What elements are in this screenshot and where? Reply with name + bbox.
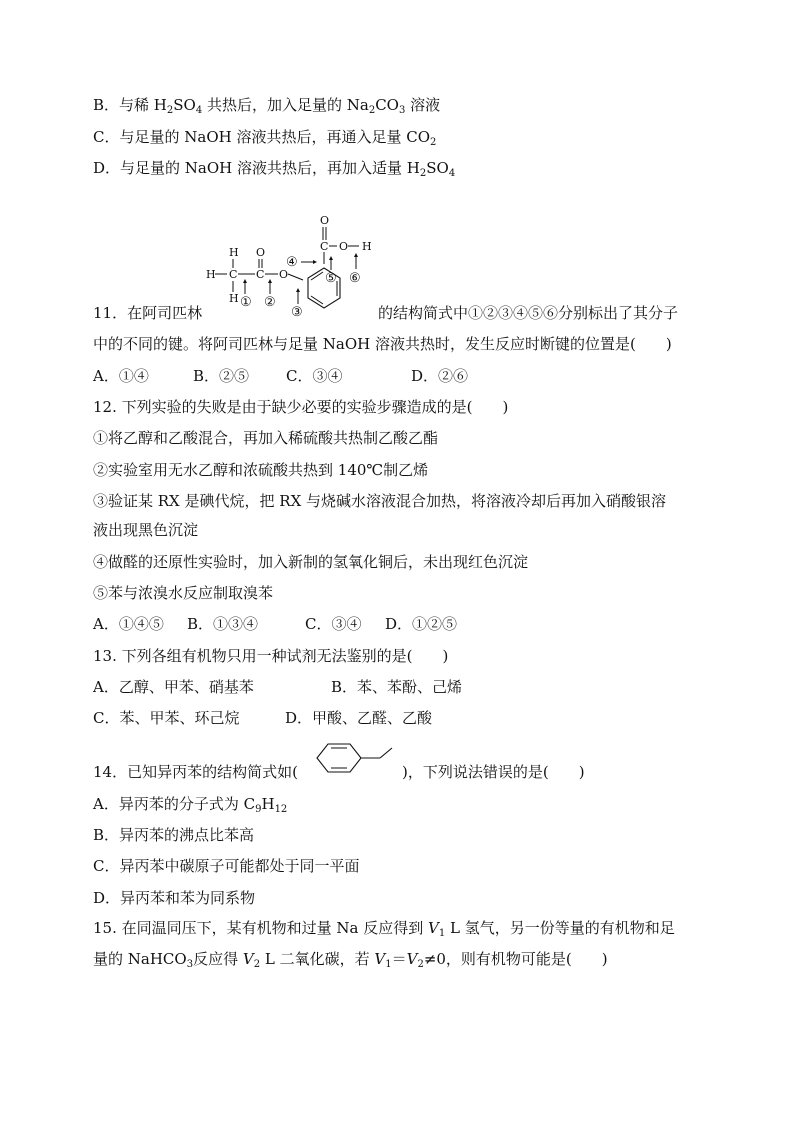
svg-text:⑤: ⑤ (325, 271, 337, 286)
q13-options-row2 (93, 708, 432, 728)
svg-text:O: O (320, 214, 330, 227)
q11-options (93, 366, 468, 386)
svg-text:H: H (362, 240, 372, 253)
q12-item-3: ③验证某 RX 是碘代烷，把 RX 与烧碱水溶液混合加热，将溶液冷却后再加入硝酸银溶 (93, 492, 667, 510)
q13-stem: 13. 下列各组有机物只用一种试剂无法鉴别的是( ) (93, 647, 449, 665)
q13-options-row1 (93, 677, 462, 697)
option-b: B．与稀 $H_2SO_4$ 共热后，加入足量的 $Na_2CO_3$ 溶液 (93, 96, 441, 116)
svg-text:H: H (229, 292, 239, 305)
svg-text:C: C (320, 240, 329, 253)
q11-option-c[interactable]: C．③④ (286, 367, 343, 385)
svg-text:O: O (256, 246, 266, 259)
svg-text:②: ② (264, 295, 276, 310)
q13-option-a[interactable]: A．乙醇、甲苯、硝基苯 (93, 678, 254, 696)
q11-stem-line1: 11．在阿司匹林 (93, 304, 203, 322)
svg-text:O: O (339, 240, 349, 253)
q11-stem-line2: 中的不同的键。将阿司匹林与足量 NaOH 溶液共热时，发生反应时断键的位置是( ) (93, 335, 672, 353)
q14-stem-b: )，下列说法错误的是( ) (402, 763, 585, 781)
svg-text:⑥: ⑥ (349, 271, 361, 286)
svg-text:④: ④ (286, 255, 298, 270)
q12-option-a[interactable]: A．①④⑤ (93, 615, 164, 633)
q14-option-b[interactable]: B．异丙苯的沸点比苯高 (93, 826, 255, 844)
q12-stem: 12. 下列实验的失败是由于缺少必要的实验步骤造成的是( ) (93, 398, 509, 416)
q13-option-d[interactable]: D．甲酸、乙醛、乙酸 (285, 709, 433, 727)
aspirin-structure (200, 208, 390, 328)
q13-option-c[interactable]: C．苯、甲苯、环己烷 (93, 709, 240, 727)
q12-item-3-cont: 液出现黑色沉淀 (93, 521, 199, 539)
q13-option-b[interactable]: B．苯、苯酚、己烯 (331, 678, 463, 696)
q12-option-b[interactable]: B．①③④ (187, 615, 259, 633)
q14-option-c[interactable]: C．异丙苯中碳原子可能都处于同一平面 (93, 857, 360, 875)
q14-option-a[interactable]: A．异丙苯的分子式为 $C_9H_{12}$ (93, 795, 288, 815)
svg-text:C: C (229, 268, 238, 281)
q12-item-4: ④做醛的还原性实验时，加入新制的氢氧化铜后，未出现红色沉淀 (93, 553, 529, 571)
q12-item-1: ①将乙醇和乙酸混合，再加入稀硫酸共热制乙酸乙酯 (93, 429, 439, 447)
q11-option-a[interactable]: A．①④ (93, 367, 149, 385)
q12-option-d[interactable]: D．①②⑤ (385, 615, 458, 633)
svg-text:③: ③ (291, 305, 303, 320)
svg-text:O: O (279, 268, 289, 281)
option-c: C．与足量的 NaOH 溶液共热后，再通入足量 $CO_2$ (93, 128, 437, 148)
isopropylbenzene-structure (310, 740, 405, 776)
q12-option-c[interactable]: C．③④ (305, 615, 362, 633)
svg-text:C: C (256, 268, 265, 281)
q14-option-d[interactable]: D．异丙苯和苯为同系物 (93, 889, 256, 907)
q11-option-d[interactable]: D．②⑥ (411, 367, 469, 385)
q14-stem-a: 14．已知异丙苯的结构简式如( (93, 763, 298, 781)
q15-stem-line2: 量的 NaHCO$_3$反应得 $V_2$ L 二氧化碳，若 $V_1=V_2\ne 0$，则有机物可能是( ) (93, 950, 608, 970)
svg-text:H: H (229, 246, 239, 259)
svg-text:H: H (206, 268, 216, 281)
option-d: D．与足量的 NaOH 溶液共热后，再加入适量 $H_2SO_4$ (93, 159, 456, 179)
q12-item-2: ②实验室用无水乙醇和浓硫酸共热到 140℃制乙烯 (93, 461, 429, 479)
q12-item-5: ⑤苯与浓溴水反应制取溴苯 (93, 584, 274, 602)
svg-text:①: ① (240, 295, 252, 310)
q11-stem-line1b: 的结构简式中①②③④⑤⑥分别标出了其分子 (378, 304, 679, 322)
q11-option-b[interactable]: B．②⑤ (193, 367, 250, 385)
q12-options (93, 614, 457, 634)
q15-stem-line1: 15. 在同温同压下，某有机物和过量 Na 反应得到 $V_1$ L 氢气，另一份等量的有机物和足 (93, 919, 675, 939)
